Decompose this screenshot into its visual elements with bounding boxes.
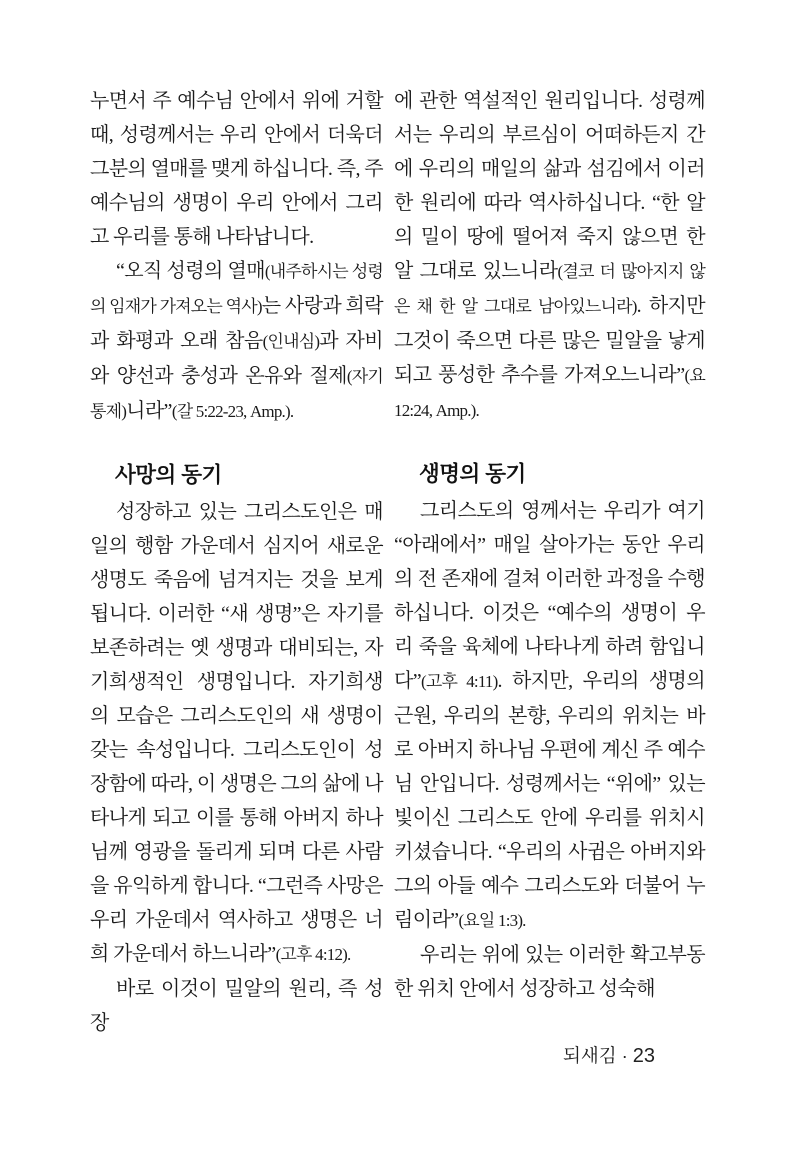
annotation-text: (고후 4:11) — [421, 672, 498, 691]
section-heading: 생명의 동기 — [419, 462, 526, 486]
annotation-text: (인내심) — [262, 332, 320, 351]
text-column-left — [90, 84, 383, 1040]
footer-separator: · — [621, 1045, 628, 1066]
body-text: 과 자비와 양선과 충성과 온유와 절제 — [90, 330, 383, 387]
body-paragraph — [394, 938, 705, 1006]
body-paragraph — [394, 494, 705, 938]
two-column-text-area — [90, 84, 705, 1040]
body-text: “오직 성령의 열매 — [116, 260, 265, 282]
section-heading: 사망의 동기 — [115, 463, 222, 487]
annotation-text: (결코 더 많아지지 않은 채 한 알 그대로 남아있느니라) — [394, 262, 706, 316]
body-paragraph-continued — [90, 84, 383, 254]
body-text: 우리는 위에 있는 이러한 확고부동한 위치 안에서 성장하고 성숙해 — [394, 944, 705, 1000]
body-text: 누면서 주 예수님 안에서 위에 거할 때, 성령께서는 우리 안에서 더욱더 그분의 열매를 맺게 하십니다. 즉, 주 예수님의 생명이 우리 안에서 그리고 우리를 통해 나타납니다. — [90, 90, 383, 248]
body-paragraph-continued — [394, 84, 705, 428]
text-column-right — [394, 84, 705, 1040]
annotation-text: (자기 통제) — [90, 367, 383, 421]
body-text: 그리스도의 영께서는 우리가 여기 “아래에서” 매일 살아가는 동안 우리의 전 존재에 걸쳐 이러한 과정을 수행하십니다. 이것은 “예수의 생명이 우리 죽을 육체에 나타나게 하려 함입니다” — [394, 500, 705, 692]
page-footer — [563, 1042, 655, 1068]
body-text: 니라” — [126, 400, 172, 422]
body-text: . 하지만, 우리의 생명의 근원, 우리의 본향, 우리의 위치는 바로 아버지 하나님 우편에 계신 주 예수님 안입니다. 성령께서는 “위에” 있는 빛이신 그리스도 안에 우리를 위치시키셨습니다. “우리의 사귐은 아버지와 그의 아들 예수 그리스도와 더불어 누림이라” — [394, 670, 705, 931]
page-number: 23 — [632, 1045, 655, 1067]
body-text: 에 관한 역설적인 원리입니다. 성령께서는 우리의 부르심이 어떠하든지 간에 우리의 매일의 삶과 섬김에서 이러한 원리에 따라 역사하십니다. “한 알의 밀이 땅에 떨어져 죽지 않으면 한 알 그대로 있느니라 — [394, 90, 705, 282]
scripture-quote — [90, 254, 383, 429]
annotation-text: (요일 1:3). — [458, 911, 526, 930]
annotation-text: (고후 4:12). — [275, 945, 351, 964]
annotation-text: (내주하시는 성령의 임재가 가져오는 역사) — [90, 262, 383, 316]
body-text: 바로 이것이 밀알의 원리, 즉 성장 — [90, 978, 383, 1034]
body-text: . 하지만 그것이 죽으면 다른 많은 밀알을 낳게 되고 풍성한 추수를 가져오느니라” — [394, 295, 705, 386]
body-text: 는 사랑과 희락과 화평과 오래 참음 — [90, 295, 383, 352]
body-text: 성장하고 있는 그리스도인은 매일의 행함 가운데서 심지어 새로운 생명도 죽음에 넘겨지는 것을 보게 됩니다. 이러한 “새 생명”은 자기를 보존하려는 옛 생명과 대비되는, 자기희생적인 생명입니다. 자기희생의 모습은 그리스도인의 새 생명이 갖는 속성입니다. 그리스도인이 성장함에 따라, 이 생명은 그의 삶에 나타나게 되고 이를 통해 아버지 하나님께 영광을 돌리게 되며 다른 사람을 유익하게 합니다. “그런즉 사망은 우리 가운데서 역사하고 생명은 너희 가운데서 하느니라” — [90, 501, 383, 965]
annotation-text: (갈 5:22-23, Amp.). — [171, 402, 294, 421]
annotation-text: (요 12:24, Amp.). — [394, 366, 705, 420]
running-title: 되새김 — [562, 1045, 617, 1066]
body-paragraph — [90, 495, 383, 972]
body-paragraph — [90, 972, 383, 1040]
